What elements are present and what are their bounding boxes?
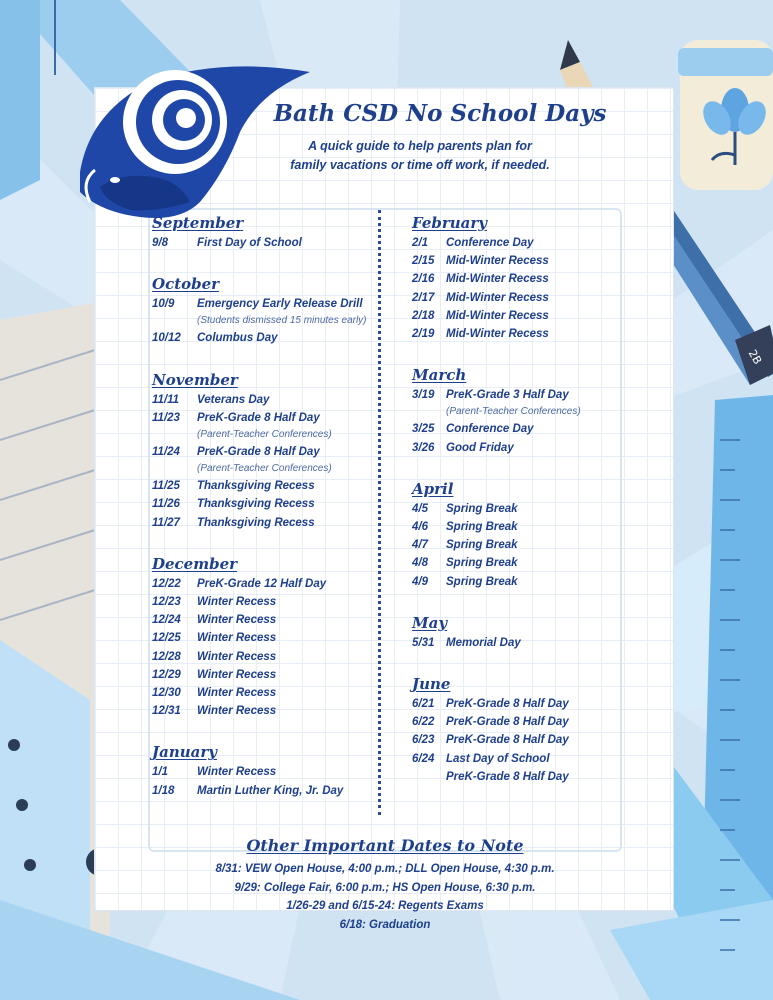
event-date: 4/5 bbox=[412, 502, 428, 515]
event-date: 12/22 bbox=[152, 577, 181, 590]
event-row bbox=[152, 763, 372, 781]
event-title: Winter Recess bbox=[197, 614, 277, 627]
event-date: 11/24 bbox=[152, 446, 180, 459]
event-row bbox=[152, 234, 372, 252]
event-row bbox=[412, 325, 632, 343]
month-section bbox=[412, 479, 632, 591]
jar-icon bbox=[678, 40, 773, 190]
event-row bbox=[152, 593, 372, 611]
event-row bbox=[412, 500, 632, 518]
subtitle-line-2: family vacations or time off work, if needed. bbox=[290, 158, 550, 172]
event-note: (Parent-Teacher Conferences) bbox=[197, 463, 332, 475]
event-note: (Parent-Teacher Conferences) bbox=[197, 429, 332, 441]
event-title: Last Day of School bbox=[446, 752, 550, 765]
month-heading: December bbox=[152, 554, 238, 573]
other-dates-list bbox=[150, 860, 620, 934]
event-title: Thanksgiving Recess bbox=[197, 498, 315, 511]
left-month-column bbox=[152, 213, 372, 822]
other-date-line: 8/31: VEW Open House, 4:00 p.m.; DLL Open House, 4:30 p.m. bbox=[215, 863, 555, 875]
event-title: Spring Break bbox=[446, 575, 518, 588]
event-title: Spring Break bbox=[446, 521, 518, 534]
event-row bbox=[152, 391, 372, 409]
event-date: 4/9 bbox=[412, 575, 428, 588]
event-title: Emergency Early Release Drill bbox=[197, 298, 363, 311]
event-title: Memorial Day bbox=[446, 636, 521, 649]
event-row bbox=[412, 554, 632, 572]
event-date bbox=[412, 768, 446, 786]
event-title: Mid-Winter Recess bbox=[446, 328, 549, 341]
event-date: 11/26 bbox=[152, 498, 180, 511]
event-date: 3/25 bbox=[412, 423, 435, 436]
month-heading: March bbox=[412, 366, 467, 385]
event-date: 10/9 bbox=[152, 298, 175, 311]
event-row bbox=[152, 295, 372, 313]
event-row bbox=[412, 713, 632, 731]
event-date: 2/19 bbox=[412, 328, 435, 341]
other-date-line: 1/26-29 and 6/15-24: Regents Exams bbox=[286, 900, 484, 912]
event-title: Winter Recess bbox=[197, 596, 277, 609]
event-row bbox=[152, 514, 372, 532]
event-row bbox=[412, 307, 632, 325]
event-row bbox=[152, 629, 372, 647]
event-title: Spring Break bbox=[446, 502, 518, 515]
column-divider bbox=[378, 210, 381, 815]
event-date: 3/26 bbox=[412, 441, 435, 454]
month-heading: April bbox=[412, 479, 454, 498]
event-title: Mid-Winter Recess bbox=[446, 309, 549, 322]
event-date: 12/23 bbox=[152, 596, 181, 609]
event-title: Mid-Winter Recess bbox=[446, 273, 549, 286]
event-date: 6/21 bbox=[412, 698, 435, 711]
event-date: 12/31 bbox=[152, 705, 181, 718]
event-row bbox=[152, 443, 372, 461]
event-title: Spring Break bbox=[446, 557, 518, 570]
right-month-column bbox=[412, 213, 632, 808]
event-title: PreK-Grade 8 Half Day bbox=[446, 698, 569, 711]
event-date: 1/1 bbox=[152, 766, 168, 779]
month-heading: October bbox=[152, 275, 220, 294]
event-date: 6/23 bbox=[412, 734, 435, 747]
svg-text:2B: 2B bbox=[745, 347, 765, 367]
other-dates-title: Other Important Dates to Note bbox=[246, 836, 524, 855]
event-row bbox=[412, 634, 632, 652]
event-row bbox=[152, 666, 372, 684]
event-title: PreK-Grade 12 Half Day bbox=[197, 577, 327, 590]
event-row bbox=[412, 750, 632, 768]
event-title: Spring Break bbox=[446, 539, 518, 552]
event-title: Columbus Day bbox=[197, 332, 278, 345]
event-note: (Students dismissed 15 minutes early) bbox=[197, 315, 367, 327]
event-row bbox=[412, 289, 632, 307]
event-row bbox=[152, 477, 372, 495]
month-heading: February bbox=[412, 214, 488, 232]
event-date: 10/12 bbox=[152, 332, 181, 345]
event-row bbox=[412, 573, 632, 591]
event-row bbox=[152, 329, 372, 347]
month-heading: June bbox=[412, 675, 451, 694]
month-section bbox=[412, 365, 632, 457]
event-date: 11/27 bbox=[152, 516, 180, 529]
event-title: First Day of School bbox=[197, 237, 302, 249]
event-row bbox=[412, 695, 632, 713]
event-row bbox=[412, 518, 632, 536]
event-title: Mid-Winter Recess bbox=[446, 291, 549, 304]
event-row bbox=[412, 439, 632, 457]
month-section bbox=[412, 613, 632, 652]
event-title: PreK-Grade 8 Half Day bbox=[197, 446, 320, 459]
event-date: 2/18 bbox=[412, 309, 435, 322]
event-row bbox=[152, 409, 372, 427]
event-date: 4/6 bbox=[412, 521, 428, 534]
month-heading: May bbox=[412, 613, 448, 632]
event-title: Mid-Winter Recess bbox=[446, 255, 549, 268]
event-title: Thanksgiving Recess bbox=[197, 480, 315, 493]
event-title: PreK-Grade 8 Half Day bbox=[446, 716, 569, 729]
month-section bbox=[412, 213, 632, 343]
event-row bbox=[412, 234, 632, 252]
event-date: 11/11 bbox=[152, 393, 180, 406]
event-title: Winter Recess bbox=[197, 668, 277, 681]
event-date: 2/17 bbox=[412, 291, 435, 304]
event-title: Good Friday bbox=[446, 441, 514, 454]
month-section bbox=[412, 674, 632, 786]
month-section bbox=[152, 213, 372, 252]
event-title: Conference Day bbox=[446, 237, 534, 249]
event-date: 11/25 bbox=[152, 480, 180, 493]
event-title: Winter Recess bbox=[197, 766, 277, 779]
event-date: 2/15 bbox=[412, 255, 435, 268]
event-row bbox=[412, 536, 632, 554]
event-date: 2/16 bbox=[412, 273, 435, 286]
event-date: 4/7 bbox=[412, 539, 428, 552]
month-heading: January bbox=[152, 743, 217, 762]
event-title: PreK-Grade 8 Half Day bbox=[446, 770, 569, 783]
event-title: Thanksgiving Recess bbox=[197, 516, 315, 529]
event-title: Winter Recess bbox=[197, 687, 277, 700]
month-heading: September bbox=[152, 214, 244, 232]
event-row bbox=[412, 386, 632, 404]
event-date: 1/18 bbox=[152, 784, 175, 797]
event-title: PreK-Grade 3 Half Day bbox=[446, 389, 569, 402]
event-row bbox=[152, 575, 372, 593]
event-row bbox=[412, 252, 632, 270]
event-title: Martin Luther King, Jr. Day bbox=[197, 784, 344, 797]
event-row bbox=[152, 495, 372, 513]
event-date: 4/8 bbox=[412, 557, 428, 570]
event-row bbox=[412, 768, 632, 786]
event-title: PreK-Grade 8 Half Day bbox=[446, 734, 569, 747]
other-date-line: 6/18: Graduation bbox=[339, 918, 431, 931]
month-section bbox=[152, 370, 372, 532]
event-date: 6/22 bbox=[412, 716, 435, 729]
event-row bbox=[152, 611, 372, 629]
month-section bbox=[152, 554, 372, 721]
event-date: 12/28 bbox=[152, 650, 181, 663]
event-date: 2/1 bbox=[412, 237, 428, 249]
other-date-line: 9/29: College Fair, 6:00 p.m.; HS Open House, 6:30 p.m. bbox=[234, 881, 536, 894]
event-row bbox=[412, 420, 632, 438]
event-title: Winter Recess bbox=[197, 632, 277, 645]
event-date: 12/24 bbox=[152, 614, 181, 627]
event-date: 9/8 bbox=[152, 237, 168, 249]
event-title: Winter Recess bbox=[197, 650, 277, 663]
subtitle-line-1: A quick guide to help parents plan for bbox=[308, 139, 532, 153]
event-title: Veterans Day bbox=[197, 393, 270, 406]
event-note: (Parent-Teacher Conferences) bbox=[446, 406, 581, 418]
month-section bbox=[152, 742, 372, 799]
event-title: PreK-Grade 8 Half Day bbox=[197, 411, 320, 424]
month-heading: November bbox=[152, 370, 238, 389]
event-row bbox=[152, 648, 372, 666]
event-row bbox=[412, 731, 632, 749]
event-date: 12/25 bbox=[152, 632, 181, 645]
month-section bbox=[152, 274, 372, 347]
event-date: 11/23 bbox=[152, 411, 180, 424]
event-row bbox=[412, 270, 632, 288]
event-title: Conference Day bbox=[446, 423, 534, 436]
page-subtitle bbox=[250, 137, 590, 175]
event-date: 12/30 bbox=[152, 687, 181, 700]
event-row bbox=[152, 684, 372, 702]
event-row bbox=[152, 782, 372, 800]
event-date: 3/19 bbox=[412, 389, 435, 402]
page-title: Bath CSD No School Days bbox=[273, 100, 607, 127]
event-date: 12/29 bbox=[152, 668, 181, 681]
event-row bbox=[152, 702, 372, 720]
event-date: 6/24 bbox=[412, 752, 435, 765]
event-title: Winter Recess bbox=[197, 705, 277, 718]
event-date: 5/31 bbox=[412, 636, 435, 649]
